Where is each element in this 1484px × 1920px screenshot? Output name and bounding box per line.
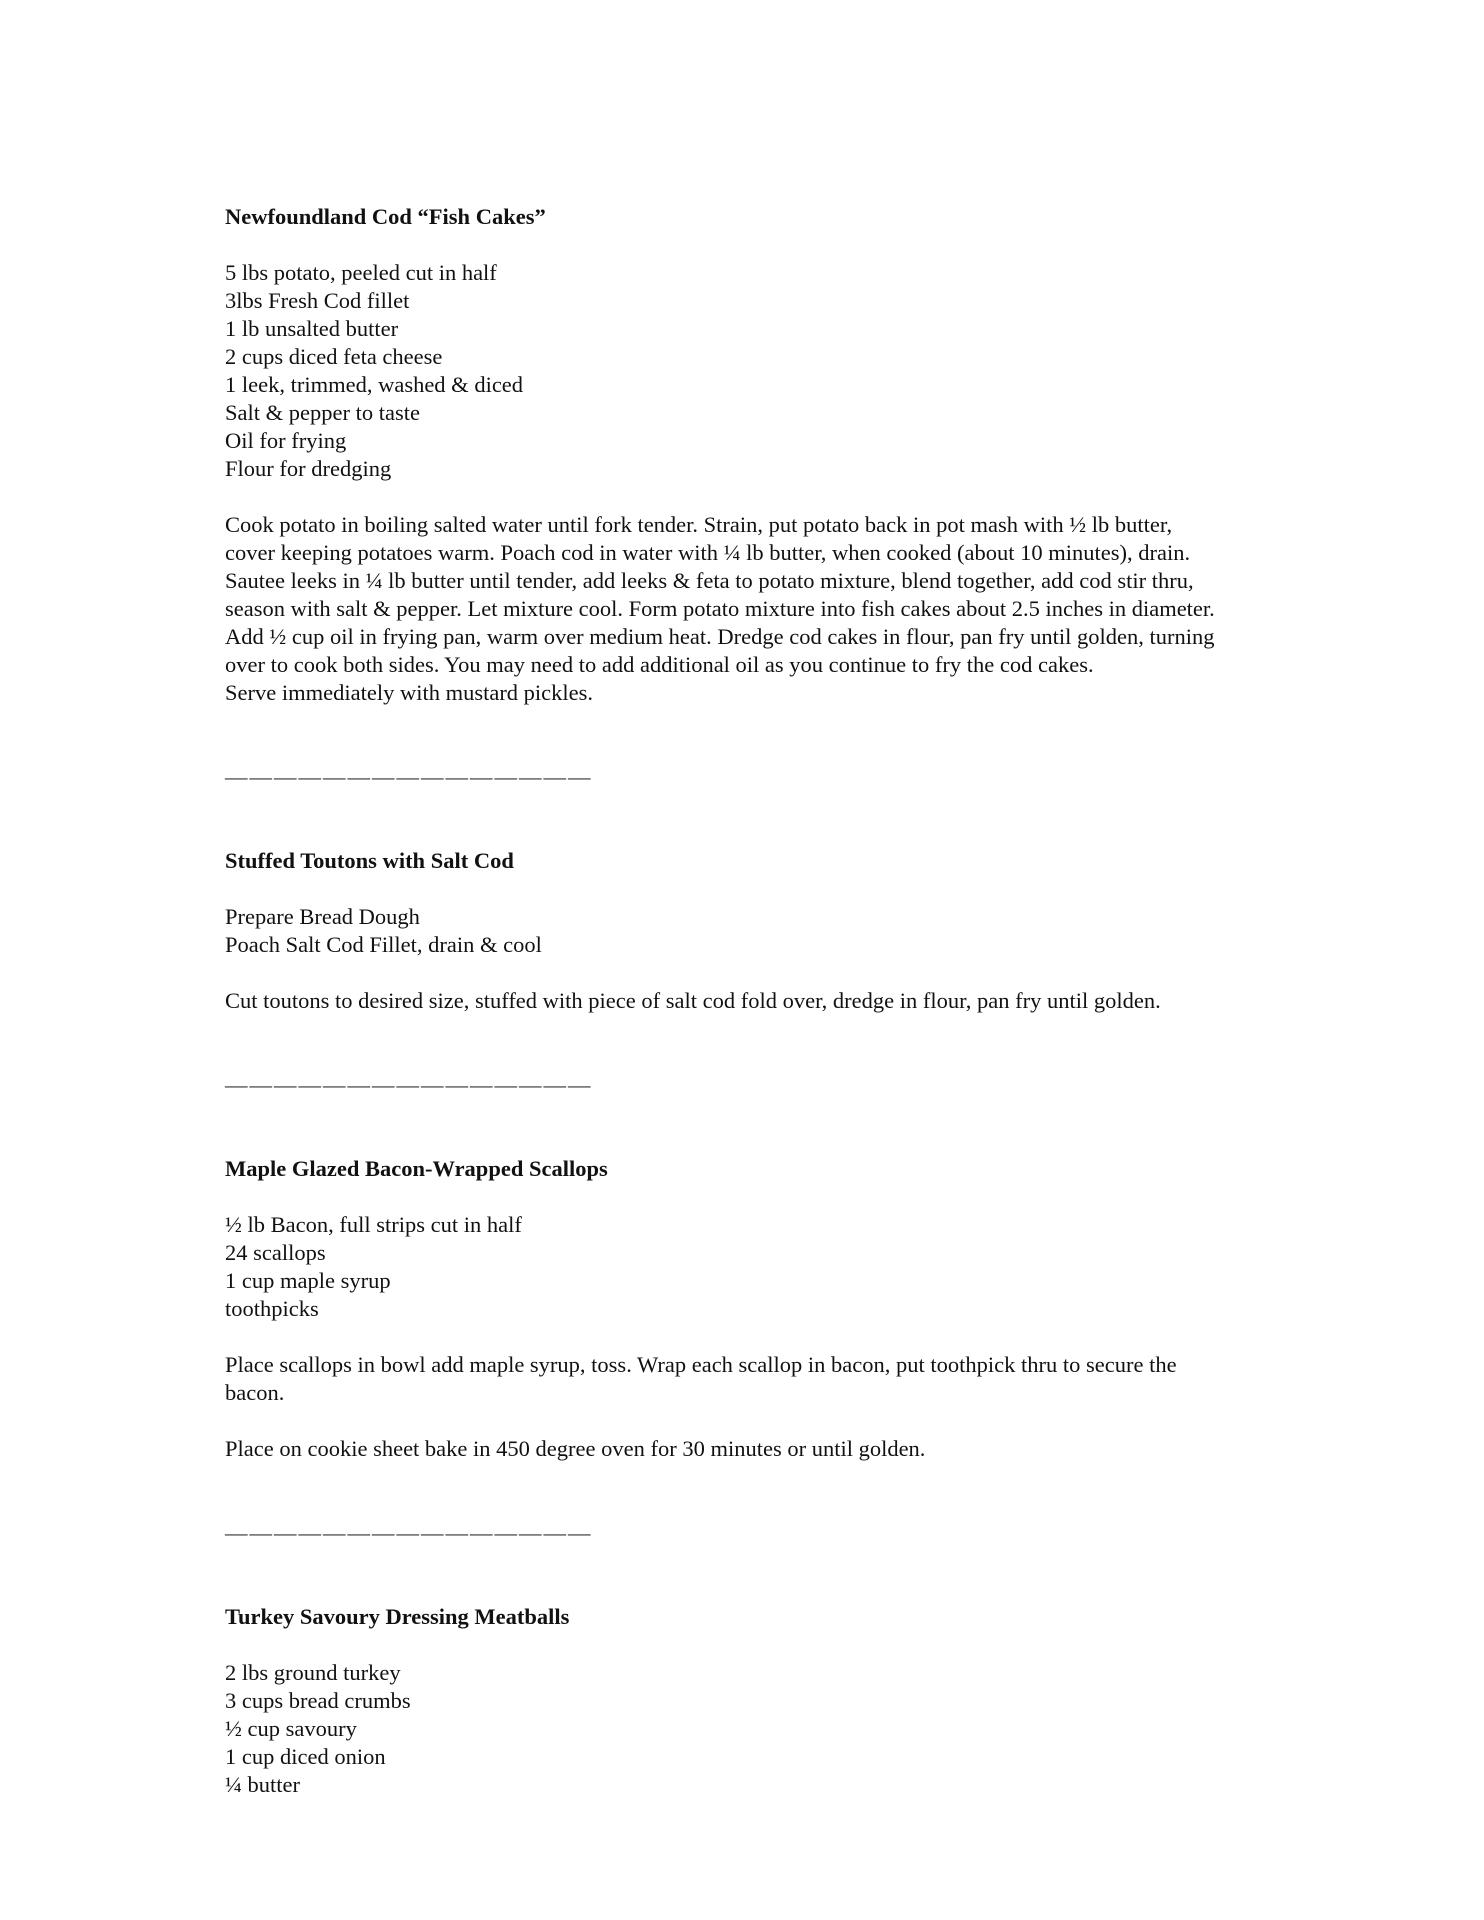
ingredient-list (225, 1659, 1285, 1799)
method-line: Place scallops in bowl add maple syrup, toss. Wrap each scallop in bacon, put toothpick thru to secure the (225, 1352, 1177, 1377)
section-divider: ——————————————— (225, 764, 593, 789)
method-line: Sautee leeks in ¼ lb butter until tender, add leeks & feta to potato mixture, blend together, add cod stir thru, (225, 568, 1194, 593)
method-text: Cut toutons to desired size, stuffed with piece of salt cod fold over, dredge in flour, pan fry until golden. (225, 988, 1161, 1013)
ingredient-item: 2 lbs ground turkey (225, 1660, 401, 1685)
ingredient-item: Flour for dredging (225, 456, 392, 481)
method-text (225, 511, 1285, 707)
method-line: Add ½ cup oil in frying pan, warm over medium heat. Dredge cod cakes in flour, pan fry until golden, turning (225, 624, 1215, 649)
ingredient-item: 1 lb unsalted butter (225, 316, 399, 341)
ingredient-item: 3lbs Fresh Cod fillet (225, 288, 410, 313)
method-line: Cook potato in boiling salted water until fork tender. Strain, put potato back in pot mash with ½ lb butter, (225, 512, 1173, 537)
ingredient-item: Oil for frying (225, 428, 347, 453)
method-text: Place on cookie sheet bake in 450 degree oven for 30 minutes or until golden. (225, 1436, 926, 1461)
method-line: over to cook both sides. You may need to add additional oil as you continue to fry the cod cakes. (225, 652, 1094, 677)
section-divider: ——————————————— (225, 1072, 593, 1097)
ingredient-item: Prepare Bread Dough (225, 904, 420, 929)
ingredient-item: 24 scallops (225, 1240, 326, 1265)
recipe-title: Maple Glazed Bacon-Wrapped Scallops (225, 1156, 608, 1181)
ingredient-item: 1 cup diced onion (225, 1744, 386, 1769)
ingredient-item: 1 cup maple syrup (225, 1268, 391, 1293)
document-page (225, 203, 1285, 1799)
ingredient-item: toothpicks (225, 1296, 319, 1321)
method-line: cover keeping potatoes warm. Poach cod in water with ¼ lb butter, when cooked (about 10 minutes), drain. (225, 540, 1191, 565)
ingredient-item: 2 cups diced feta cheese (225, 344, 443, 369)
section-divider: ——————————————— (225, 1520, 593, 1545)
recipe-title: Newfoundland Cod “Fish Cakes” (225, 204, 546, 229)
method-line: season with salt & pepper. Let mixture cool. Form potato mixture into fish cakes about 2.5 inches in diameter. (225, 596, 1215, 621)
method-text (225, 1351, 1285, 1407)
ingredient-list (225, 903, 1285, 959)
recipe-stuffed-toutons (225, 847, 1285, 1015)
recipe-title: Stuffed Toutons with Salt Cod (225, 848, 514, 873)
ingredient-item: Salt & pepper to taste (225, 400, 420, 425)
recipe-turkey-meatballs (225, 1603, 1285, 1799)
ingredient-list (225, 1211, 1285, 1323)
ingredient-item: 5 lbs potato, peeled cut in half (225, 260, 497, 285)
method-line: bacon. (225, 1380, 285, 1405)
recipe-bacon-scallops (225, 1155, 1285, 1463)
ingredient-item: Poach Salt Cod Fillet, drain & cool (225, 932, 542, 957)
ingredient-list (225, 259, 1285, 483)
ingredient-item: 1 leek, trimmed, washed & diced (225, 372, 524, 397)
ingredient-item: 3 cups bread crumbs (225, 1688, 411, 1713)
ingredient-item: ½ cup savoury (225, 1716, 357, 1741)
recipe-fish-cakes (225, 203, 1285, 707)
recipe-title: Turkey Savoury Dressing Meatballs (225, 1604, 570, 1629)
method-line: Serve immediately with mustard pickles. (225, 680, 594, 705)
ingredient-item: ½ lb Bacon, full strips cut in half (225, 1212, 522, 1237)
ingredient-item: ¼ butter (225, 1772, 300, 1797)
